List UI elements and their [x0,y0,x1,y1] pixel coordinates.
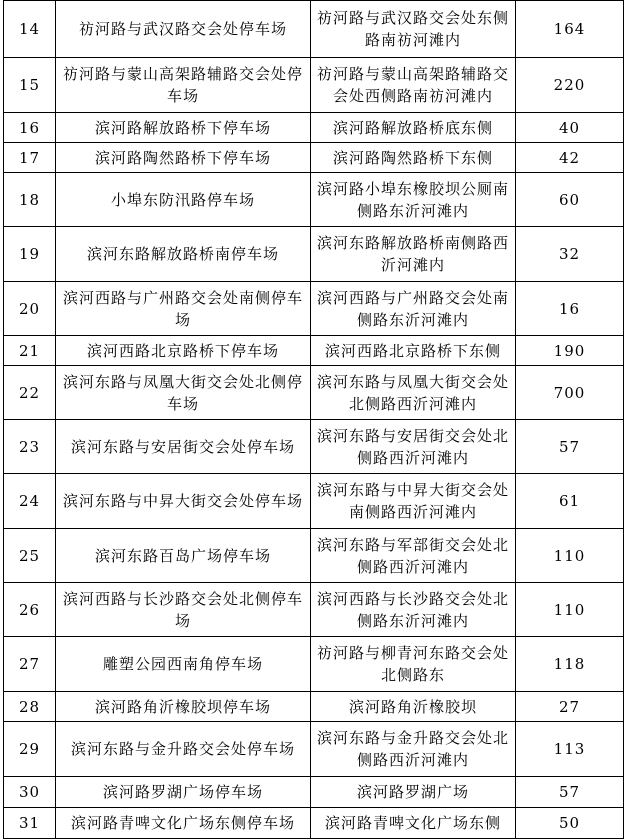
lot-name-cell: 滨河西路与长沙路交会处北侧停车场 [56,583,311,637]
table-row [4,366,624,420]
parking-spaces-cell: 118 [516,637,624,692]
row-number-cell: 25 [4,529,56,583]
lot-name-cell: 滨河西路与广州路交会处南侧停车场 [56,282,311,336]
parking-spaces-cell: 110 [516,583,624,637]
lot-location-cell: 滨河路陶然路桥下东侧 [311,143,516,173]
parking-spaces-cell: 113 [516,722,624,777]
table-row [4,583,624,637]
parking-spaces-cell: 220 [516,58,624,113]
parking-spaces-cell: 110 [516,529,624,583]
lot-name-cell: 滨河西路北京路桥下停车场 [56,336,311,366]
table-row [4,113,624,143]
table-row [4,637,624,692]
parking-spaces-cell: 57 [516,420,624,474]
row-number-cell: 18 [4,173,56,227]
parking-lot-table-body [4,1,624,839]
lot-location-cell: 滨河路角沂橡胶坝 [311,692,516,722]
lot-name-cell: 滨河路解放路桥下停车场 [56,113,311,143]
table-row [4,529,624,583]
parking-spaces-cell: 42 [516,143,624,173]
lot-location-cell: 滨河东路与安居街交会处北侧路西沂河滩内 [311,420,516,474]
lot-location-cell: 滨河西路北京路桥下东侧 [311,336,516,366]
lot-name-cell: 滨河东路解放路桥南停车场 [56,227,311,282]
row-number-cell: 27 [4,637,56,692]
lot-location-cell: 滨河东路解放路桥南侧路西沂河滩内 [311,227,516,282]
parking-spaces-cell: 27 [516,692,624,722]
table-row [4,282,624,336]
row-number-cell: 29 [4,722,56,777]
parking-spaces-cell: 32 [516,227,624,282]
lot-location-cell: 滨河路青啤文化广场东侧 [311,808,516,839]
lot-name-cell: 滨河东路与凤凰大街交会处北侧停车场 [56,366,311,420]
lot-location-cell: 滨河东路与军部街交会处北侧路西沂河滩内 [311,529,516,583]
parking-spaces-cell: 190 [516,336,624,366]
lot-name-cell: 祊河路与蒙山高架路辅路交会处停车场 [56,58,311,113]
row-number-cell: 14 [4,1,56,58]
lot-name-cell: 滨河东路百岛广场停车场 [56,529,311,583]
lot-location-cell: 滨河路解放路桥底东侧 [311,113,516,143]
parking-lot-table [3,0,624,839]
lot-location-cell: 滨河东路与金升路交会处北侧路西沂河滩内 [311,722,516,777]
parking-spaces-cell: 50 [516,808,624,839]
lot-name-cell: 滨河东路与安居街交会处停车场 [56,420,311,474]
lot-location-cell: 祊河路与柳青河东路交会处北侧路东 [311,637,516,692]
row-number-cell: 26 [4,583,56,637]
parking-spaces-cell: 164 [516,1,624,58]
row-number-cell: 21 [4,336,56,366]
table-row [4,227,624,282]
lot-name-cell: 小埠东防汛路停车场 [56,173,311,227]
lot-location-cell: 滨河西路与广州路交会处南侧路东沂河滩内 [311,282,516,336]
parking-spaces-cell: 57 [516,777,624,808]
parking-spaces-cell: 700 [516,366,624,420]
table-row [4,474,624,529]
parking-spaces-cell: 60 [516,173,624,227]
table-row [4,336,624,366]
lot-name-cell: 滨河路罗湖广场停车场 [56,777,311,808]
lot-location-cell: 祊河路与武汉路交会处东侧路南祊河滩内 [311,1,516,58]
table-row [4,777,624,808]
row-number-cell: 16 [4,113,56,143]
lot-name-cell: 祊河路与武汉路交会处停车场 [56,1,311,58]
table-row [4,808,624,839]
table-row [4,173,624,227]
row-number-cell: 15 [4,58,56,113]
lot-name-cell: 滨河路角沂橡胶坝停车场 [56,692,311,722]
lot-name-cell: 滨河东路与中昇大街交会处停车场 [56,474,311,529]
parking-spaces-cell: 40 [516,113,624,143]
table-row [4,58,624,113]
row-number-cell: 30 [4,777,56,808]
lot-name-cell: 滨河路陶然路桥下停车场 [56,143,311,173]
parking-spaces-cell: 61 [516,474,624,529]
lot-name-cell: 雕塑公园西南角停车场 [56,637,311,692]
row-number-cell: 19 [4,227,56,282]
row-number-cell: 17 [4,143,56,173]
row-number-cell: 20 [4,282,56,336]
lot-location-cell: 滨河路罗湖广场 [311,777,516,808]
lot-name-cell: 滨河路青啤文化广场东侧停车场 [56,808,311,839]
row-number-cell: 22 [4,366,56,420]
table-row [4,143,624,173]
parking-spaces-cell: 16 [516,282,624,336]
table-row [4,722,624,777]
lot-location-cell: 祊河路与蒙山高架路辅路交会处西侧路南祊河滩内 [311,58,516,113]
lot-name-cell: 滨河东路与金升路交会处停车场 [56,722,311,777]
row-number-cell: 31 [4,808,56,839]
row-number-cell: 28 [4,692,56,722]
lot-location-cell: 滨河东路与中昇大街交会处南侧路西沂河滩内 [311,474,516,529]
row-number-cell: 23 [4,420,56,474]
lot-location-cell: 滨河东路与凤凰大街交会处北侧路西沂河滩内 [311,366,516,420]
lot-location-cell: 滨河路小埠东橡胶坝公厕南侧路东沂河滩内 [311,173,516,227]
lot-location-cell: 滨河西路与长沙路交会处北侧路东沂河滩内 [311,583,516,637]
table-row [4,692,624,722]
row-number-cell: 24 [4,474,56,529]
table-row [4,420,624,474]
table-row [4,1,624,58]
